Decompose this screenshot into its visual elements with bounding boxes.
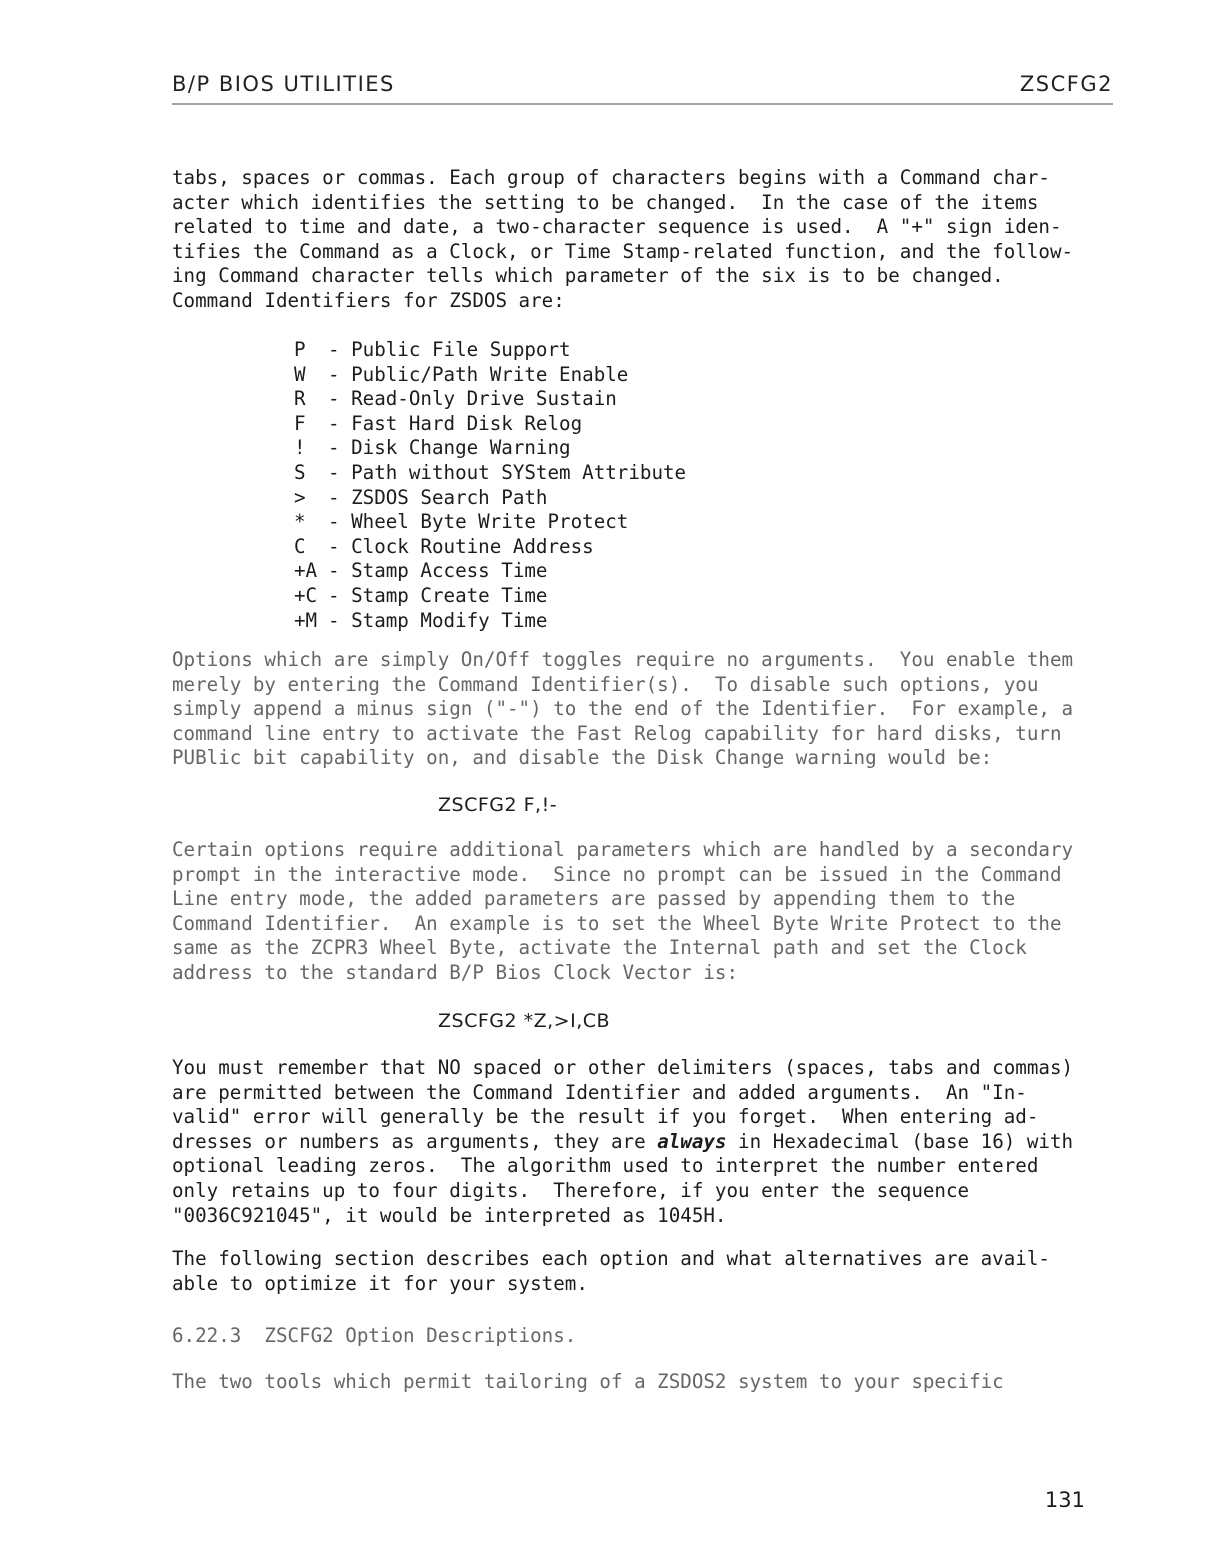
list-item xyxy=(294,486,686,511)
list-item xyxy=(294,387,686,412)
command-example-1: ZSCFG2 F,!- xyxy=(438,794,558,816)
identifier-desc: - Disk Change Warning xyxy=(328,436,571,460)
list-item xyxy=(294,559,686,584)
identifier-desc: - Path without SYStem Attribute xyxy=(328,460,687,484)
intro-paragraph: tabs, spaces or commas. Each group of characters begins with a Command char- acter which identifies the setting to be changed. In the case of the items related to time and date, a two-character sequence is used. A "+" sign iden- tifies the Command as a Clock, or Time Stamp-related function, and the follow- ing Command character tells which parameter of the six is to be changed. Command Identifiers for ZSDOS are: xyxy=(172,166,1074,312)
delimiters-text-a: You must remember that NO spaced or other delimiters (spaces, tabs and commas) are permitted between the Command Identifier and added arguments. An "In- valid" error will generally be the result if you forget. When entering ad- dresses or numbers as arguments, they are xyxy=(172,1056,1074,1153)
command-identifier-list xyxy=(294,338,686,633)
identifier-desc: - Fast Hard Disk Relog xyxy=(328,411,583,435)
command-example-2: ZSCFG2 *Z,>I,CB xyxy=(438,1010,611,1032)
section-heading: 6.22.3 ZSCFG2 Option Descriptions. xyxy=(172,1324,577,1347)
identifier-desc: - Stamp Modify Time xyxy=(328,608,548,632)
list-item xyxy=(294,412,686,437)
identifier-key: P xyxy=(294,338,306,361)
identifier-key: ! xyxy=(294,436,306,460)
identifier-desc: - Read-Only Drive Sustain xyxy=(328,387,617,411)
list-item xyxy=(294,609,686,634)
identifier-key: F xyxy=(294,411,306,435)
list-item xyxy=(294,584,686,609)
header-rule xyxy=(172,103,1113,105)
identifier-key: +C xyxy=(294,583,318,607)
emphasis-always: always xyxy=(657,1129,727,1153)
toggle-options-paragraph: Options which are simply On/Off toggles require no arguments. You enable them merely by entering the Command Identifier(s). To disable such options, you simply append a minus sign ("-") to the end of the Identifier. For example, a command line entry to activate the Fast Relog capability for hard disks, turn PUBlic bit capability on, and disable the Disk Change warning would be: xyxy=(172,648,1074,770)
identifier-key: C xyxy=(294,534,306,558)
identifier-key: S xyxy=(294,460,306,484)
page-number: 131 xyxy=(1044,1488,1085,1512)
identifier-desc: - Stamp Create Time xyxy=(328,583,548,607)
identifier-desc: - Wheel Byte Write Protect xyxy=(328,510,629,534)
identifier-key: > xyxy=(294,485,306,509)
list-item xyxy=(294,436,686,461)
delimiters-text-b: in Hexadecimal (base 16) with optional leading zeros. The algorithm used to interpret the number entered only retains up to four digits. Therefore, if you enter the sequence "0036C921045", it would be interpreted as 1045H. xyxy=(172,1129,1074,1227)
identifier-key: W xyxy=(294,362,306,386)
list-item xyxy=(294,535,686,560)
list-item xyxy=(294,510,686,535)
section-body-paragraph: The two tools which permit tailoring of a ZSDOS2 system to your specific xyxy=(172,1370,1004,1393)
following-section-paragraph: The following section describes each option and what alternatives are avail- able to optimize it for your system. xyxy=(172,1247,1050,1295)
identifier-key: +M xyxy=(294,608,318,632)
list-item xyxy=(294,338,686,363)
identifier-desc: - Public/Path Write Enable xyxy=(328,362,629,386)
identifier-desc: - Public File Support xyxy=(328,338,571,361)
identifier-desc: - Stamp Access Time xyxy=(328,559,548,583)
identifier-desc: - Clock Routine Address xyxy=(328,534,594,558)
header-title: B/P BIOS UTILITIES xyxy=(172,72,395,96)
identifier-key: R xyxy=(294,387,306,411)
running-header xyxy=(172,72,1113,96)
delimiters-paragraph xyxy=(172,1056,1117,1228)
additional-parameters-paragraph: Certain options require additional parameters which are handled by a secondary prompt in the interactive mode. Since no prompt can be issued in the Command Line entry mode, the added parameters are passed by appending them to the Command Identifier. An example is to set the Wheel Byte Write Protect to the same as the ZCPR3 Wheel Byte, activate the Internal path and set the Clock address to the standard B/P Bios Clock Vector is: xyxy=(172,838,1074,984)
list-item xyxy=(294,363,686,388)
list-item xyxy=(294,461,686,486)
header-program: ZSCFG2 xyxy=(1019,72,1113,96)
identifier-key: +A xyxy=(294,559,318,583)
identifier-key: * xyxy=(294,510,306,534)
identifier-desc: - ZSDOS Search Path xyxy=(328,485,548,509)
